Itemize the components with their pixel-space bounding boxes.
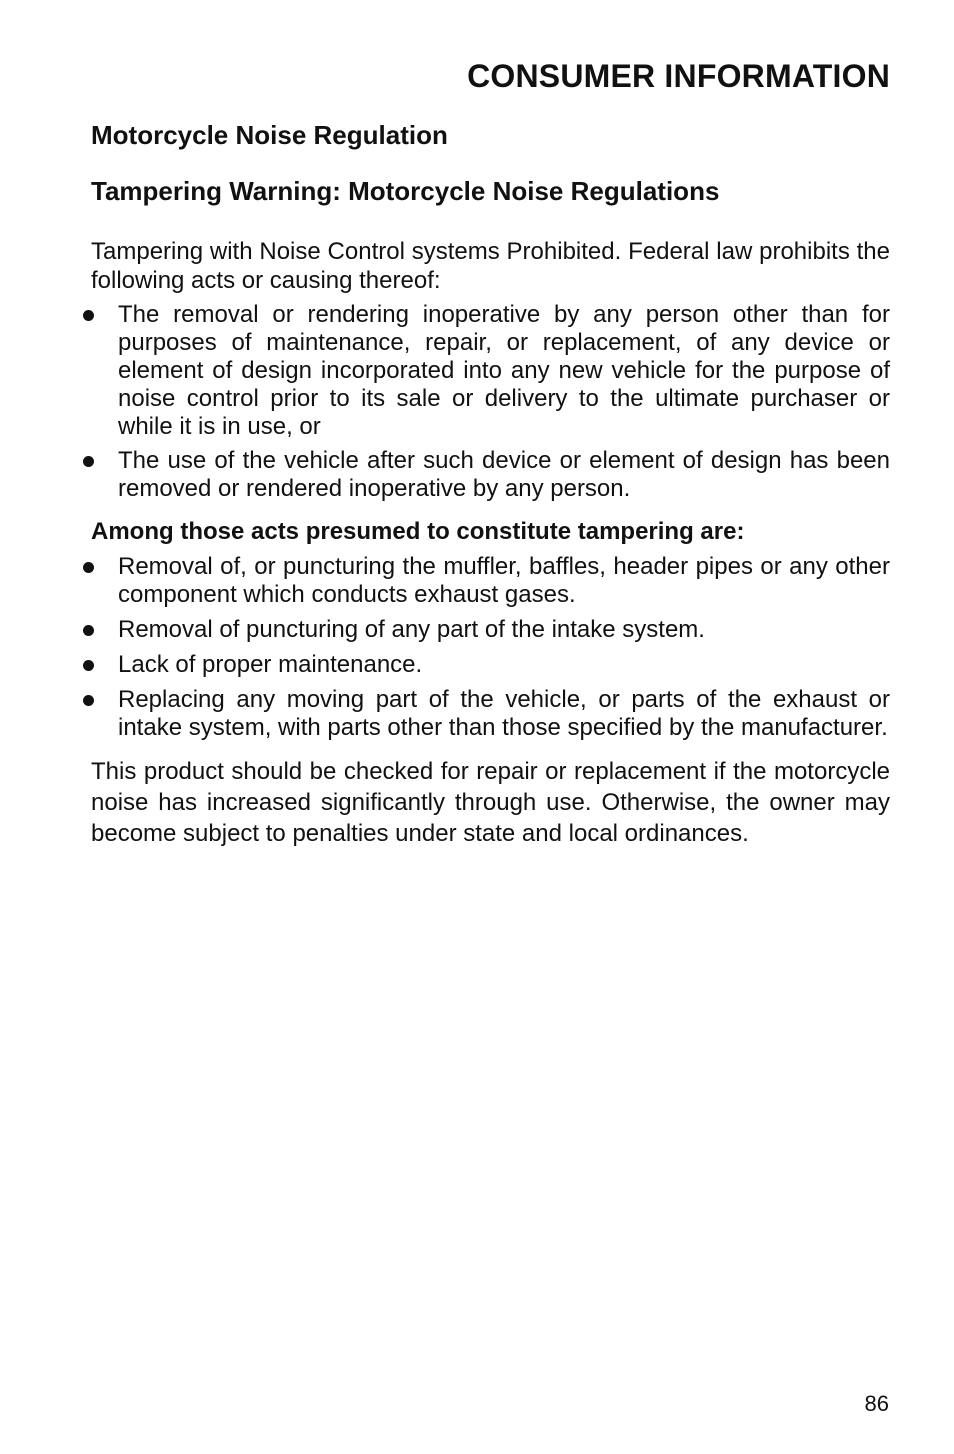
heading-noise-regulation: Motorcycle Noise Regulation xyxy=(91,120,448,150)
prohibited-acts-list xyxy=(91,301,890,503)
bullet-icon xyxy=(83,625,94,636)
intro-paragraph: Tampering with Noise Control systems Prohibited. Federal law prohibits the following acts or causing thereof: xyxy=(91,238,890,294)
bullet-icon xyxy=(83,562,94,573)
page-number: 86 xyxy=(864,1391,889,1416)
list-item xyxy=(91,616,890,644)
body-text xyxy=(91,237,890,849)
heading-tampering-warning: Tampering Warning: Motorcycle Noise Regulations xyxy=(91,176,720,206)
list-item xyxy=(91,553,890,609)
bullet-icon xyxy=(83,695,94,706)
tampering-acts-list xyxy=(91,553,890,742)
list-item-text: Lack of proper maintenance. xyxy=(118,651,423,678)
list-item xyxy=(91,651,890,679)
list-item xyxy=(91,447,890,503)
list-item-text: Replacing any moving part of the vehicle, or parts of the exhaust or intake system, with parts other than those specified by the manufacturer. xyxy=(118,686,890,741)
list-item-text: The removal or rendering inoperative by any person other than for purposes of maintenance, repair, or replacement, of any device or element of design incorporated into any new vehicle for the purpose of noise control prior to its sale or delivery to the ultimate purchaser or while it is in use, or xyxy=(118,301,890,440)
bullet-icon xyxy=(83,310,94,321)
list-item-text: Removal of, or puncturing the muffler, baffles, header pipes or any other component which conducts exhaust gases. xyxy=(118,553,890,608)
list-item xyxy=(91,686,890,742)
list-item-text: Removal of puncturing of any part of the intake system. xyxy=(118,616,705,643)
tampering-subheading: Among those acts presumed to constitute tampering are: xyxy=(91,518,745,545)
manual-page xyxy=(91,0,890,1454)
bullet-icon xyxy=(83,660,94,671)
bullet-icon xyxy=(83,456,94,467)
list-item-text: The use of the vehicle after such device or element of design has been removed or rendered inoperative by any person. xyxy=(118,447,890,502)
list-item xyxy=(91,301,890,441)
closing-paragraph: This product should be checked for repair or replacement if the motorcycle noise has increased significantly through use. Otherwise, the owner may become subject to penalties under state and local ordinances. xyxy=(91,758,890,847)
section-header: CONSUMER INFORMATION xyxy=(467,58,890,94)
